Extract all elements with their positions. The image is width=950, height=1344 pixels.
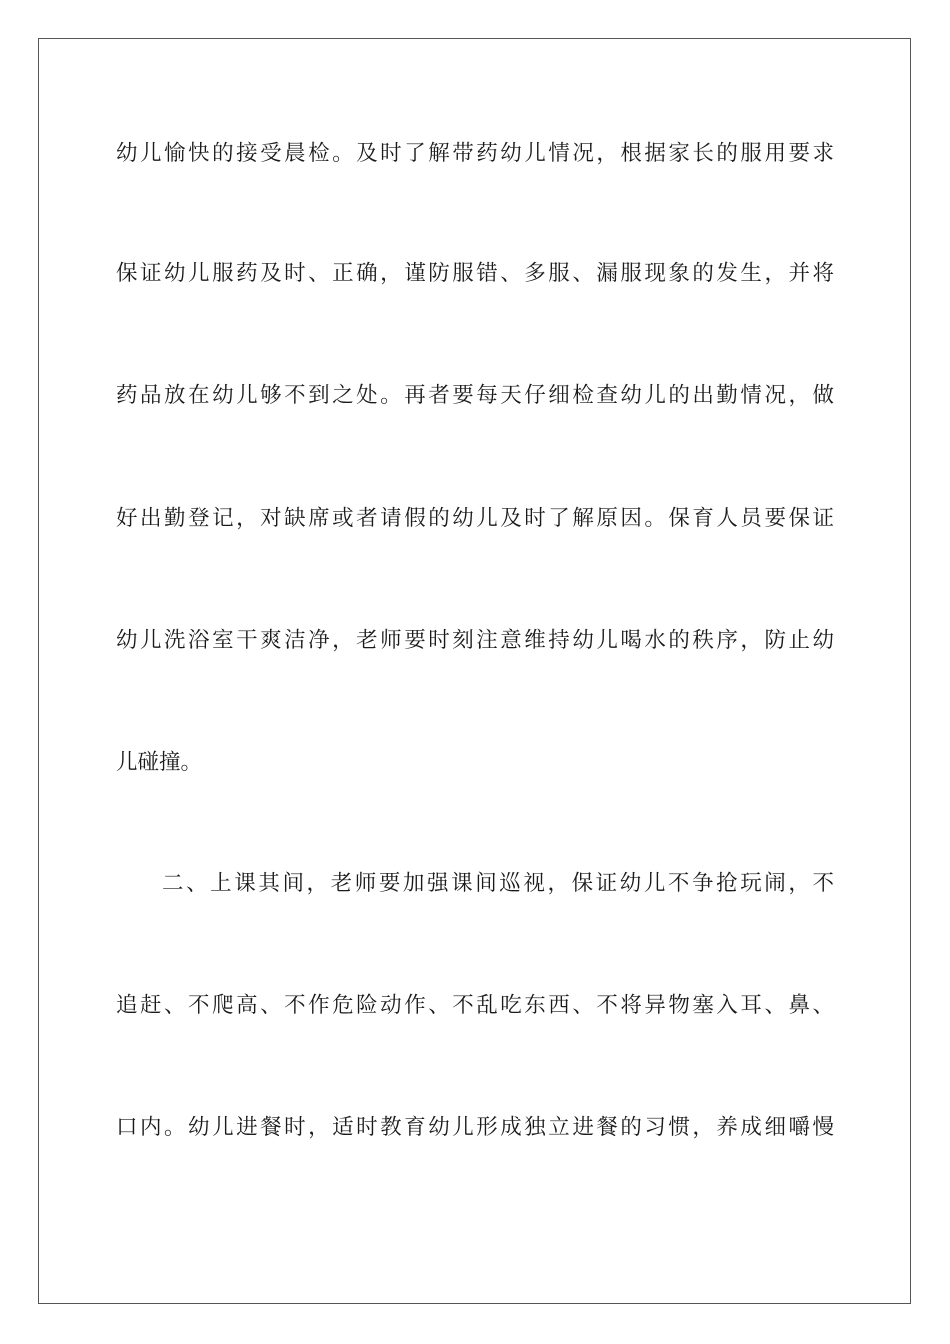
text-line-2: 保证幼儿服药及时、正确，谨防服错、多服、漏服现象的发生，并将 bbox=[116, 261, 834, 286]
text-line-1: 幼儿愉快的接受晨检。及时了解带药幼儿情况，根据家长的服用要求 bbox=[116, 141, 834, 166]
text-line-6: 儿碰撞。 bbox=[116, 750, 203, 775]
text-line-4: 好出勤登记，对缺席或者请假的幼儿及时了解原因。保育人员要保证 bbox=[116, 506, 834, 531]
text-line-3: 药品放在幼儿够不到之处。再者要每天仔细检查幼儿的出勤情况，做 bbox=[116, 383, 834, 408]
text-line-7: 二、上课其间，老师要加强课间巡视，保证幼儿不争抢玩闹，不 bbox=[162, 871, 834, 896]
text-line-8: 追赶、不爬高、不作危险动作、不乱吃东西、不将异物塞入耳、鼻、 bbox=[116, 993, 834, 1018]
text-line-9: 口内。幼儿进餐时，适时教育幼儿形成独立进餐的习惯，养成细嚼慢 bbox=[116, 1115, 834, 1140]
text-line-5: 幼儿洗浴室干爽洁净，老师要时刻注意维持幼儿喝水的秩序，防止幼 bbox=[116, 628, 834, 653]
